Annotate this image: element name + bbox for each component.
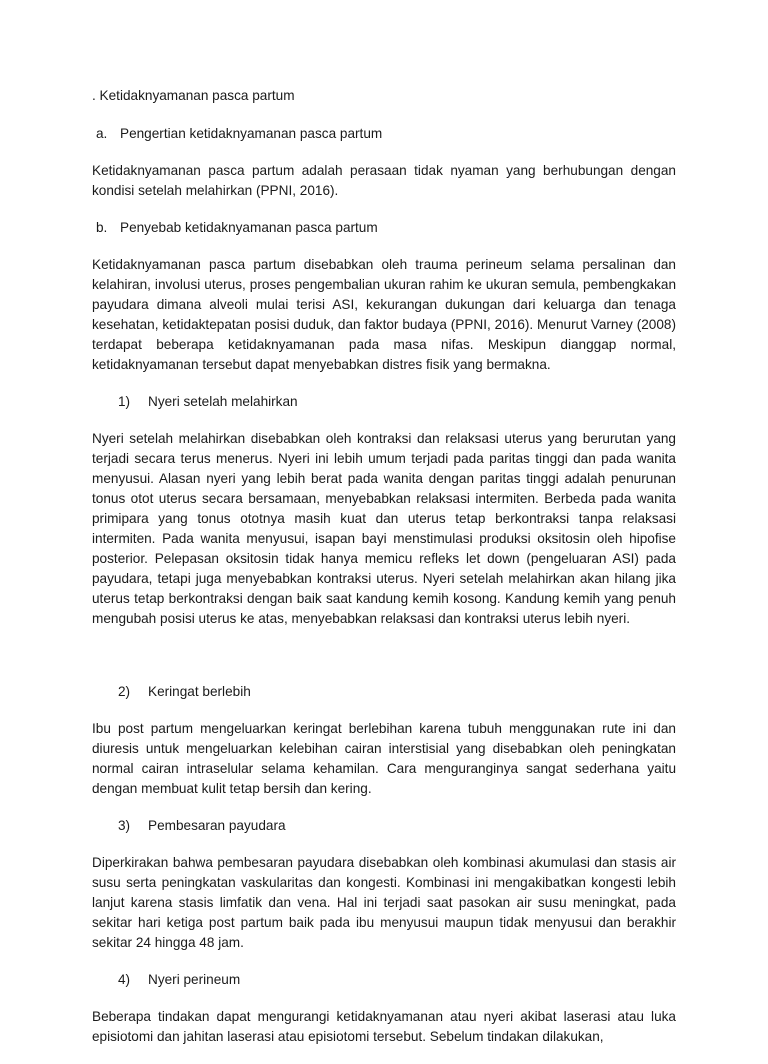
item-2-paragraph: Ibu post partum mengeluarkan keringat berlebihan karena tubuh menggunakan rute ini dan diuresis untuk mengeluarkan kelebihan cairan interstisial yang disebabkan oleh peningkatan normal cairan intraselular selama kehamilan. Cara menguranginya sangat sederhana yaitu dengan membuat kulit tetap bersih dan kering. xyxy=(92,721,676,796)
section-a-paragraph: Ketidaknyamanan pasca partum adalah perasaan tidak nyaman yang berhubungan dengan kondisi setelah melahirkan (PPNI, 2016). xyxy=(92,163,676,198)
document-page xyxy=(92,86,676,1064)
item-2-title: Keringat berlebih xyxy=(148,684,251,699)
section-b-heading xyxy=(92,218,676,238)
item-4-marker: 4) xyxy=(118,972,131,987)
item-1-heading xyxy=(92,392,676,412)
item-1-title: Nyeri setelah melahirkan xyxy=(148,394,298,409)
item-4-paragraph: Beberapa tindakan dapat mengurangi ketidaknyamanan atau nyeri akibat laserasi atau luka episiotomi dan jahitan laserasi atau episiotomi tersebut. Sebelum tindakan dilakukan, xyxy=(92,1009,676,1044)
item-4-title: Nyeri perineum xyxy=(148,972,241,987)
section-b-paragraph: Ketidaknyamanan pasca partum disebabkan oleh trauma perineum selama persalinan dan kelahiran, involusi uterus, proses pengembalian ukuran rahim ke ukuran semula, pembengkakan payudara dimana alveoli mulai terisi ASI, kekurangan dukungan dari keluarga dan tenaga kesehatan, ketidaktepatan posisi duduk, dan faktor budaya (PPNI, 2016). Menurut Varney (2008) terdapat beberapa ketidaknyamanan pada masa nifas. Meskipun dianggap normal, ketidaknyamanan tersebut dapat menyebabkan distres fisik yang bermakna. xyxy=(92,257,676,372)
item-1-paragraph: Nyeri setelah melahirkan disebabkan oleh kontraksi dan relaksasi uterus yang berurutan yang terjadi secara terus menerus. Nyeri ini lebih umum terjadi pada paritas tinggi dan pada wanita menyusui. Alasan nyeri yang lebih berat pada wanita dengan paritas tinggi adalah penurunan tonus otot uterus secara bersamaan, menyebabkan relaksasi intermiten. Berbeda pada wanita primipara yang tonus ototnya masih kuat dan uterus tetap berkontraksi tanpa relaksasi intermiten. Pada wanita menyusui, isapan bayi menstimulasi produksi oksitosin oleh hipofise posterior. Pelepasan oksitosin tidak hanya memicu refleks let down (pengeluaran ASI) pada payudara, tetapi juga menyebabkan kontraksi uterus. Nyeri setelah melahirkan akan hilang jika uterus tetap berkontraksi dengan baik saat kandung kemih kosong. Kandung kemih yang penuh mengubah posisi uterus ke atas, menyebabkan relaksasi dan kontraksi uterus lebih nyeri. xyxy=(92,431,676,626)
blank-spacer xyxy=(92,646,676,682)
item-3-marker: 3) xyxy=(118,818,131,833)
item-2-heading xyxy=(92,682,676,702)
item-3-title: Pembesaran payudara xyxy=(148,818,286,833)
section-b-title: Penyebab ketidaknyamanan pasca partum xyxy=(120,220,378,235)
item-1-marker: 1) xyxy=(118,394,131,409)
main-heading: . Ketidaknyamanan pasca partum xyxy=(92,88,295,103)
item-3-heading xyxy=(92,816,676,836)
item-4-heading xyxy=(92,970,676,990)
item-2-marker: 2) xyxy=(118,684,131,699)
item-3-paragraph: Diperkirakan bahwa pembesaran payudara disebabkan oleh kombinasi akumulasi dan stasis air susu serta peningkatan vaskularitas dan kongesti. Kombinasi ini mengakibatkan kongesti lebih lanjut karena stasis limfatik dan vena. Hal ini terjadi saat pasokan air susu meningkat, pada sekitar hari ketiga post partum baik pada ibu menyusui maupun tidak menyusui dan berakhir sekitar 24 hingga 48 jam. xyxy=(92,855,676,950)
section-a-heading xyxy=(92,124,676,144)
section-b-marker: b. xyxy=(96,220,108,235)
section-a-title: Pengertian ketidaknyamanan pasca partum xyxy=(120,126,383,141)
section-a-marker: a. xyxy=(96,126,108,141)
